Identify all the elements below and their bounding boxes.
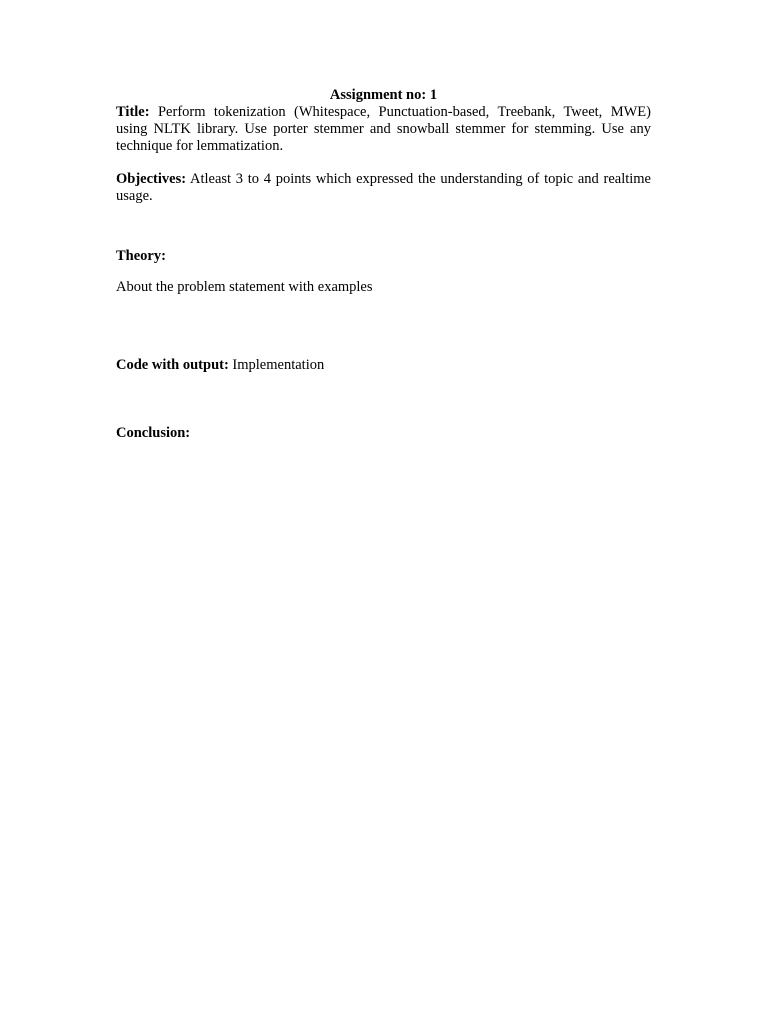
conclusion-heading: Conclusion: (116, 425, 191, 441)
objectives-text: Atleast 3 to 4 points which expressed the understanding of topic and realtime usage. (116, 171, 651, 204)
assignment-heading: Assignment no: 1 (329, 87, 438, 103)
theory-text: About the problem statement with examples (116, 279, 373, 295)
objectives-paragraph (116, 171, 651, 205)
theory-heading: Theory: (116, 248, 166, 264)
code-text: Implementation (228, 357, 325, 373)
code-label: Code with output: (116, 357, 229, 373)
title-text: Perform tokenization (Whitespace, Punctuation-based, Treebank, Tweet, MWE) using NLTK library. Use porter stemmer and snowball stemmer for stemming. Use any technique for lemmatization. (116, 104, 651, 154)
title-label: Title: (116, 104, 150, 120)
document-page (116, 87, 651, 442)
objectives-label: Objectives: (116, 171, 187, 187)
code-paragraph (116, 357, 651, 374)
title-paragraph (116, 104, 651, 155)
